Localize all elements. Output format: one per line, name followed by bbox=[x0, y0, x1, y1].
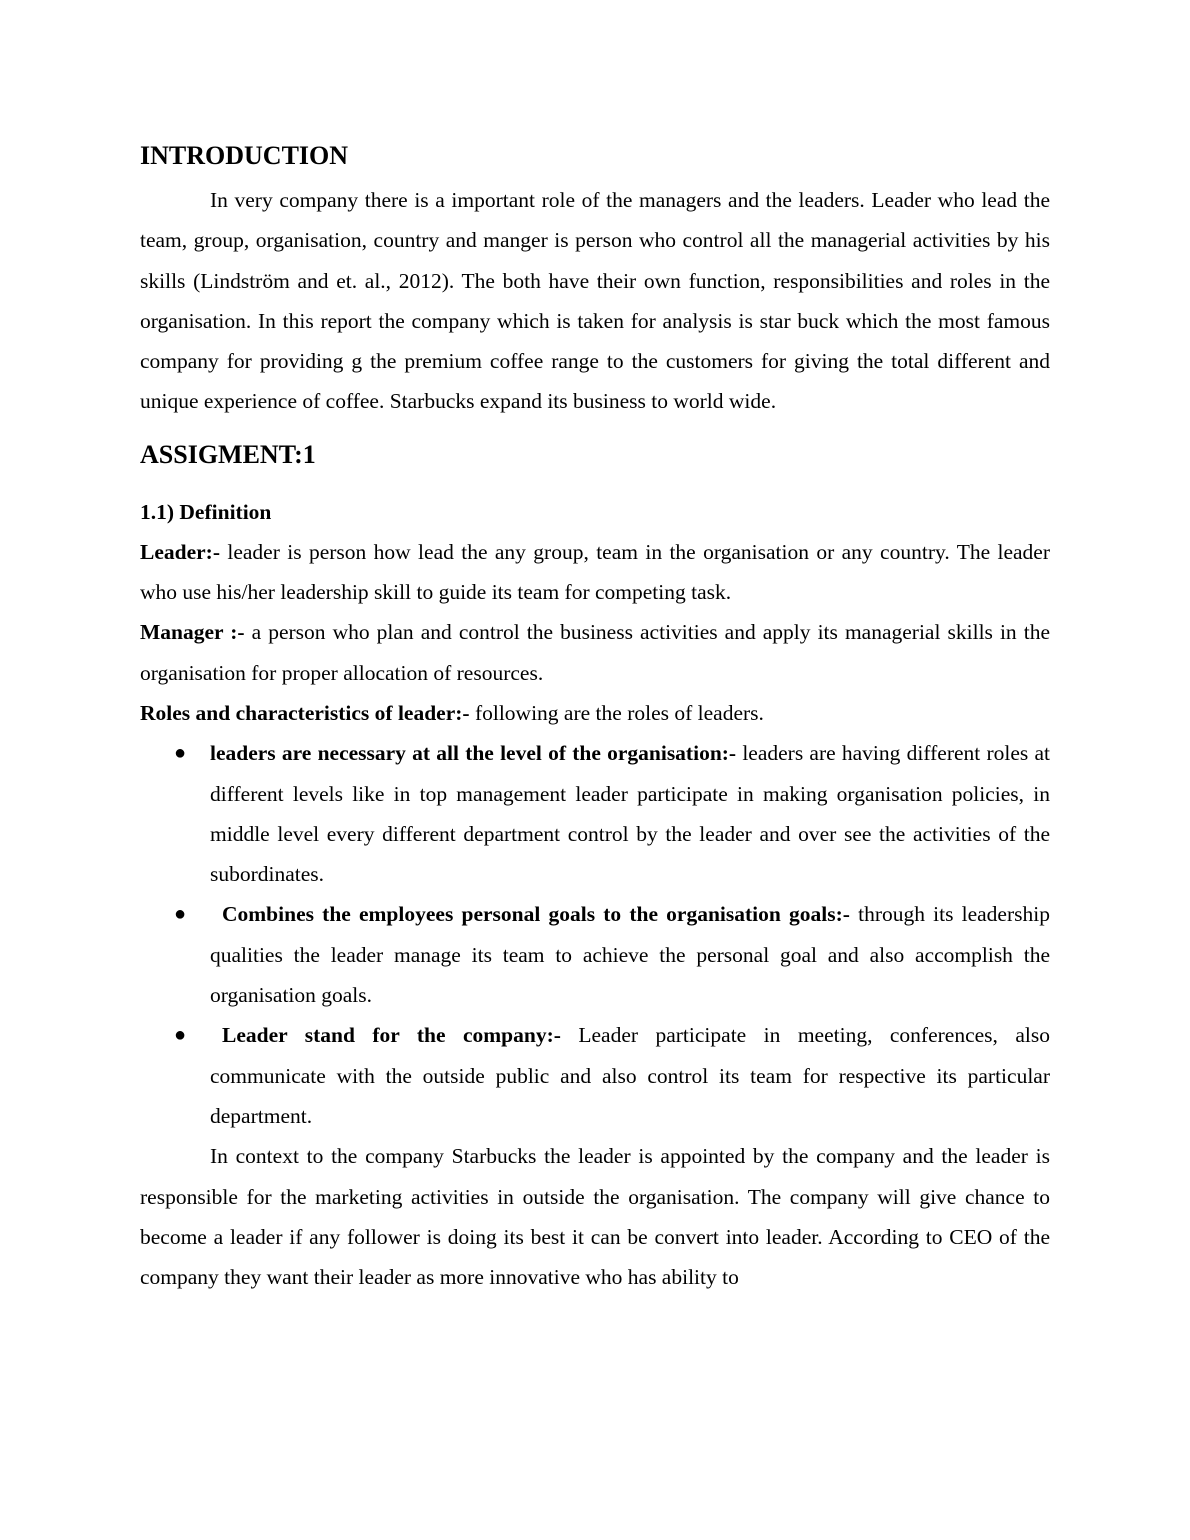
leader-text: leader is person how lead the any group, team in the organisation or any country. The leader who use his/her leadership skill to guide its team for competing task. bbox=[140, 539, 1050, 605]
roles-text: following are the roles of leaders. bbox=[469, 700, 764, 725]
context-paragraph: In context to the company Starbucks the leader is appointed by the company and the leader is responsible for the marketing activities in outside the organisation. The company will give chance to become a leader if any follower is doing its best it can be convert into leader. According to CEO of the company they want their leader as more innovative who has ability to bbox=[140, 1144, 1050, 1290]
introduction-paragraph: In very company there is a important role of the managers and the leaders. Leader who lead the team, group, organisation, country and manger is person who control all the managerial activities by his skills (Lindström and et. al., 2012). The both have their own function, responsibilities and roles in the organisation. In this report the company which is taken for analysis is star buck which the most famous company for providing g the premium coffee range to the customers for giving the total different and unique experience of coffee. Starbucks expand its business to world wide. bbox=[140, 188, 1050, 414]
bullet-text: through its leadership qualities the leader manage its team to achieve the personal goal and also accomplish the organisation goals. bbox=[210, 902, 1050, 1008]
manager-definition bbox=[140, 612, 1050, 693]
bullet-text: leaders are having different roles at different levels like in top management leader participate in making organisation policies, in middle level every different department control by the leader and over see the activities of the subordinates. bbox=[210, 741, 1050, 887]
assignment-heading: ASSIGMENT:1 bbox=[140, 439, 316, 469]
roles-intro bbox=[140, 693, 1050, 733]
bullet-icon: ● bbox=[174, 742, 187, 765]
introduction-heading: INTRODUCTION bbox=[140, 141, 349, 170]
bullet-icon: ● bbox=[174, 903, 187, 926]
document-page bbox=[140, 136, 1050, 1297]
manager-term: Manager :- bbox=[140, 620, 245, 645]
definition-subheading: 1.1) Definition bbox=[140, 499, 272, 524]
bullet-term: Combines the employees personal goals to the organisation goals:- bbox=[222, 902, 850, 927]
bullet-term: Leader stand for the company:- bbox=[222, 1023, 561, 1048]
bullet-term: leaders are necessary at all the level of the organisation:- bbox=[210, 741, 737, 766]
bullet-text: Leader participate in meeting, conferences, also communicate with the outside public and also control its team for respective its particular department. bbox=[210, 1023, 1050, 1128]
list-item bbox=[140, 1015, 1050, 1136]
leader-term: Leader:- bbox=[140, 539, 220, 564]
bullet-icon: ● bbox=[174, 1024, 187, 1047]
list-item bbox=[140, 733, 1050, 894]
manager-text: a person who plan and control the business activities and apply its managerial skills in the organisation for proper allocation of resources. bbox=[140, 620, 1050, 685]
leader-definition bbox=[140, 532, 1050, 613]
roles-term: Roles and characteristics of leader:- bbox=[140, 700, 470, 725]
list-item bbox=[140, 894, 1050, 1015]
roles-list bbox=[140, 733, 1050, 1136]
